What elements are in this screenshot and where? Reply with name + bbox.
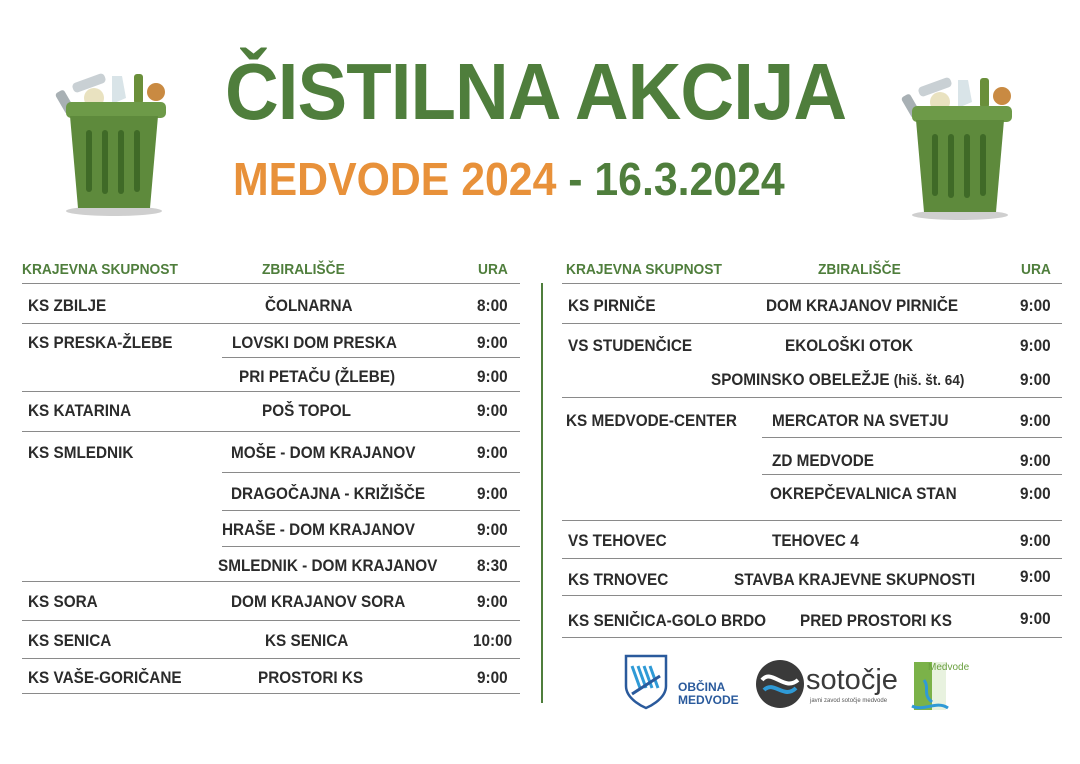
table-row-location: PRI PETAČU (ŽLEBE) (239, 367, 396, 386)
header-ura: URA (478, 261, 508, 278)
table-row-location: PROSTORI KS (258, 668, 364, 687)
table-row-location: KS SENICA (265, 631, 349, 650)
column-divider (541, 283, 543, 703)
table-row-ks: KS PRESKA-ŽLEBE (28, 333, 173, 352)
table-row-location: DOM KRAJANOV PIRNIČE (766, 296, 959, 315)
table-row-location: OKREPČEVALNICA STAN (770, 484, 957, 503)
table-row-ks: VS TEHOVEC (568, 531, 667, 550)
table-row-time: 9:00 (1020, 296, 1051, 315)
table-row-ks: KS TRNOVEC (568, 570, 669, 589)
table-row-location: MOŠE - DOM KRAJANOV (231, 443, 416, 462)
header-zbiralisce: ZBIRALIŠČE (262, 261, 345, 278)
obcina-label-1: OBČINA (678, 680, 726, 694)
table-row-location: POŠ TOPOL (262, 401, 351, 420)
table-row-location: DOM KRAJANOV SORA (231, 592, 406, 611)
location-main: SPOMINSKO OBELEŽJE (711, 370, 890, 389)
table-row-ks: KS PIRNIČE (568, 296, 656, 315)
table-row-ks: KS SORA (28, 592, 98, 611)
header-zbiralisce: ZBIRALIŠČE (818, 261, 901, 278)
table-row-time: 9:00 (1020, 567, 1051, 586)
table-row-ks: KS MEDVODE-CENTER (566, 411, 737, 430)
table-row-time: 9:00 (477, 333, 508, 352)
table-row-time: 9:00 (1020, 451, 1051, 470)
table-row-ks: VS STUDENČICE (568, 336, 693, 355)
table-row-location: ZD MEDVODE (772, 451, 875, 470)
table-row-ks: KS SENIČICA-GOLO BRDO (568, 611, 767, 630)
subtitle-place: MEDVODE 2024 (233, 153, 557, 205)
table-row-time: 8:30 (477, 556, 508, 575)
table-row-time: 9:00 (1020, 484, 1051, 503)
table-row-location: LOVSKI DOM PRESKA (232, 333, 397, 352)
table-row-time: 9:00 (1020, 609, 1051, 628)
table-row-location: SMLEDNIK - DOM KRAJANOV (218, 556, 438, 575)
table-row-ks: KS KATARINA (28, 401, 132, 420)
table-row-location: ČOLNARNA (265, 296, 353, 315)
sotocje-logo (754, 658, 806, 710)
table-row-location: DRAGOČAJNA - KRIŽIŠČE (231, 484, 426, 503)
header-krajevna-skupnost: KRAJEVNA SKUPNOST (22, 261, 178, 278)
trash-bin-icon (898, 72, 1022, 222)
obcina-medvode-logo (622, 654, 670, 710)
table-row-time: 9:00 (1020, 411, 1051, 430)
subtitle-date: - 16.3.2024 (556, 153, 785, 205)
table-row-time: 9:00 (477, 401, 508, 420)
table-row-time: 8:00 (477, 296, 508, 315)
table-row-time: 10:00 (473, 631, 513, 650)
table-row-location: STAVBA KRAJEVNE SKUPNOSTI (734, 570, 976, 589)
table-row-time: 9:00 (477, 668, 508, 687)
header-ura: URA (1021, 261, 1051, 278)
table-row-location (711, 370, 964, 390)
table-row-time: 9:00 (477, 443, 508, 462)
table-row-location: HRAŠE - DOM KRAJANOV (222, 520, 415, 539)
page-title: ČISTILNA AKCIJA (225, 47, 847, 136)
table-row-time: 9:00 (477, 484, 508, 503)
table-row-time: 9:00 (477, 592, 508, 611)
location-note: (hiš. št. 64) (893, 372, 965, 389)
table-row-location: TEHOVEC 4 (772, 531, 859, 550)
table-row-time: 9:00 (1020, 370, 1051, 389)
header-krajevna-skupnost: KRAJEVNA SKUPNOST (566, 261, 722, 278)
table-row-ks: KS SENICA (28, 631, 112, 650)
trash-bin-icon (52, 68, 176, 218)
medvode-label: Medvode (928, 662, 970, 673)
table-row-ks: KS SMLEDNIK (28, 443, 134, 462)
table-row-location: MERCATOR NA SVETJU (772, 411, 949, 430)
table-row-time: 9:00 (477, 520, 508, 539)
table-row-location: EKOLOŠKI OTOK (785, 336, 914, 355)
page-subtitle (233, 153, 785, 205)
table-row-time: 9:00 (1020, 336, 1051, 355)
sotocje-label: sotočje (806, 664, 898, 696)
table-row-time: 9:00 (477, 367, 508, 386)
table-row-ks: KS VAŠE-GORIČANE (28, 668, 182, 687)
table-row-location: PRED PROSTORI KS (800, 611, 952, 630)
obcina-label-2: MEDVODE (678, 693, 739, 707)
table-row-time: 9:00 (1020, 531, 1051, 550)
table-row-ks: KS ZBILJE (28, 296, 107, 315)
sotocje-sublabel: javni zavod sotočje medvode (810, 698, 888, 704)
